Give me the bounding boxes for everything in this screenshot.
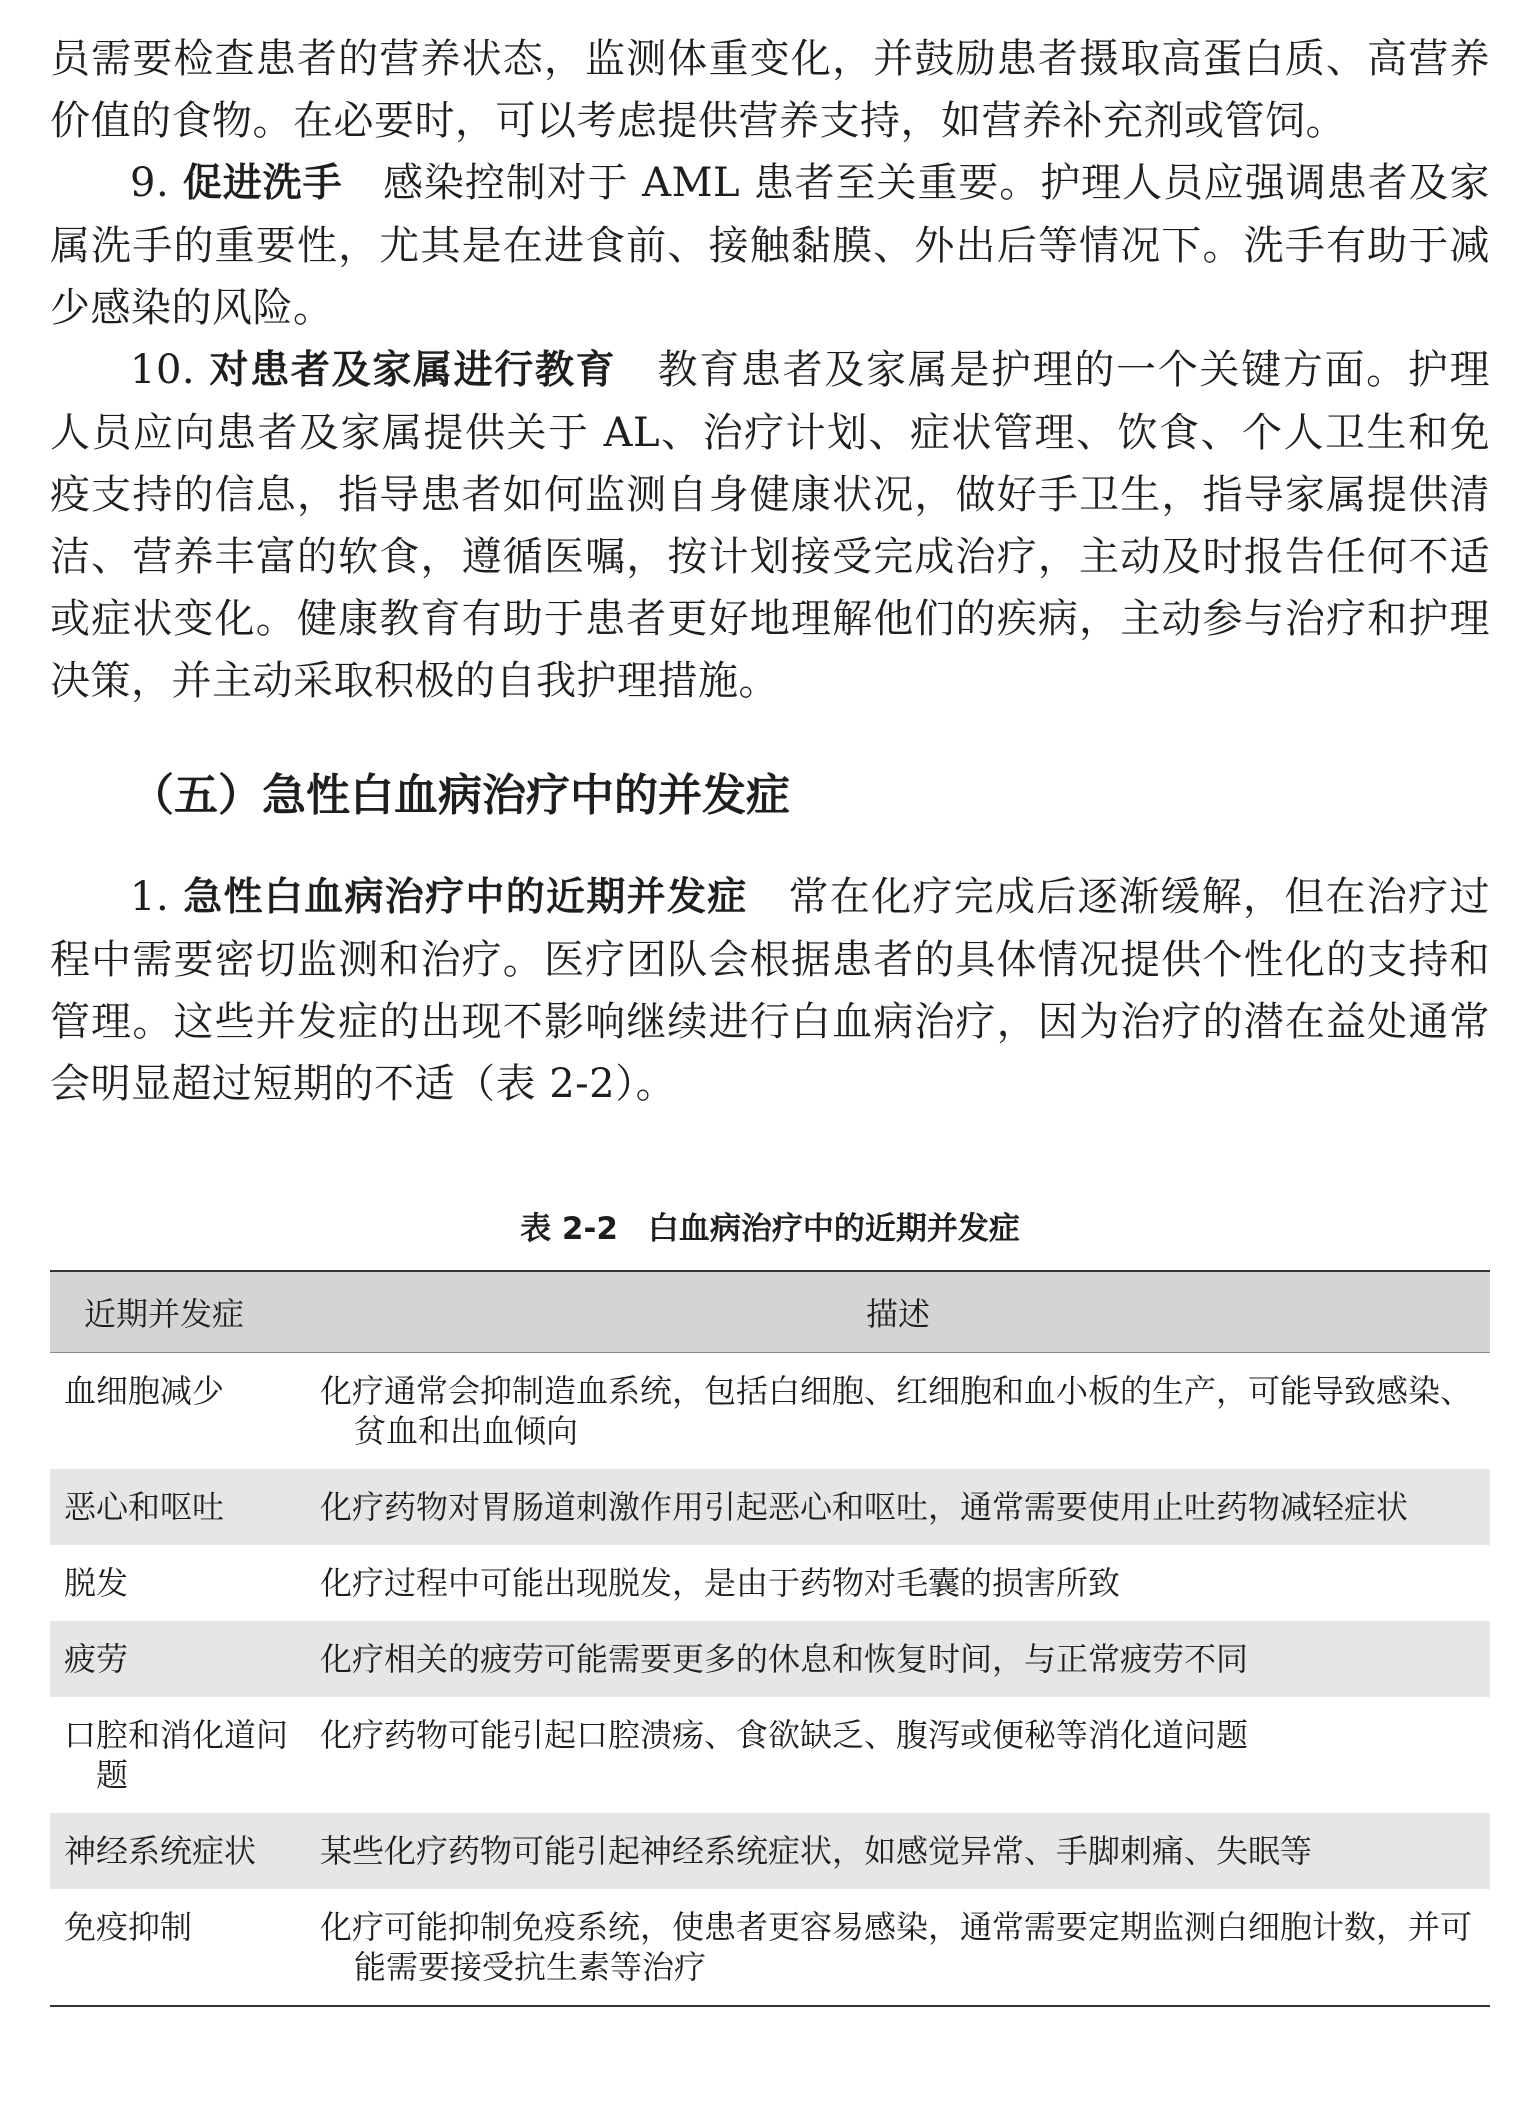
table-cell-description: 化疗药物对胃肠道刺激作用引起恶心和呕吐，通常需要使用止吐药物减轻症状 <box>306 1469 1490 1545</box>
table-cell-description: 化疗过程中可能出现脱发，是由于药物对毛囊的损害所致 <box>320 1564 1121 1602</box>
paragraph-text: 常在化疗完成后逐渐缓解，但在治疗过程中需要密切监测和治疗。医疗团队会根据患者的具体情况提供个性化的支持和管理。这些并发症的出现不影响继续进行白血病治疗，因为治疗的潜在益处通常会明显超过短期的不适（表 2-2）。 <box>50 874 1490 1107</box>
paragraph-short-term-complications <box>50 866 1490 1115</box>
table-cell-complication: 恶心和呕吐 <box>50 1469 306 1545</box>
item-number: 1. <box>130 874 170 920</box>
table-caption <box>50 1203 1490 1248</box>
column-header-description: 描述 <box>306 1271 1490 1353</box>
table-row <box>50 1889 1490 2006</box>
column-header-complication: 近期并发症 <box>50 1271 306 1353</box>
paragraph-lead-heading: 促进洗手 <box>182 161 343 206</box>
table-cell-complication: 脱发 <box>64 1564 129 1602</box>
table-cell-description: 化疗相关的疲劳可能需要更多的休息和恢复时间，与正常疲劳不同 <box>306 1621 1490 1697</box>
paragraph-lead-heading: 急性白血病治疗中的近期并发症 <box>183 875 748 920</box>
paragraph-lead-heading: 对患者及家属进行教育 <box>209 348 617 393</box>
paragraph-nutrition-continued <box>50 28 1490 152</box>
paragraph-text: 教育患者及家属是护理的一个关键方面。护理人员应向患者及家属提供关于 AL、治疗计划、症状管理、饮食、个人卫生和免疫支持的信息，指导患者如何监测自身健康状况，做好手卫生，指导家属提供清洁、营养丰富的软食，遵循医嘱，按计划接受完成治疗，主动及时报告任何不适或症状变化。健康教育有助于患者更好地理解他们的疾病，主动参与治疗和护理决策，并主动采取积极的自我护理措施。 <box>50 347 1490 704</box>
table-cell-complication: 免疫抑制 <box>64 1908 193 1946</box>
table-cell-complication: 口腔和消化道问题 <box>64 1716 289 1794</box>
section-heading: （五）急性白血病治疗中的并发症 <box>130 770 790 821</box>
table-row <box>50 1545 1490 1621</box>
document-page <box>50 28 1490 2007</box>
table-cell-description: 某些化疗药物可能引起神经系统症状，如感觉异常、手脚刺痛、失眠等 <box>306 1813 1490 1889</box>
table-row <box>50 1697 1490 1813</box>
item-number: 9. <box>130 160 170 206</box>
table-row <box>50 1813 1490 1889</box>
table-row <box>50 1621 1490 1697</box>
paragraph-handwashing <box>50 152 1490 339</box>
paragraph-text: 感染控制对于 AML 患者至关重要。护理人员应强调患者及家属洗手的重要性，尤其是在进食前、接触黏膜、外出后等情况下。洗手有助于减少感染的风险。 <box>50 160 1490 331</box>
table-header-row <box>50 1271 1490 1353</box>
table-cell-complication: 神经系统症状 <box>50 1813 306 1889</box>
table-cell-description: 化疗通常会抑制造血系统，包括白细胞、红细胞和血小板的生产，可能导致感染、贫血和出血倾向 <box>320 1372 1473 1450</box>
table-cell-description: 化疗可能抑制免疫系统，使患者更容易感染，通常需要定期监测白细胞计数，并可能需要接受抗生素等治疗 <box>320 1908 1473 1986</box>
paragraph-education <box>50 339 1490 712</box>
table-caption-number: 表 2-2 <box>520 1211 618 1247</box>
table-caption-title: 白血病治疗中的近期并发症 <box>647 1211 1020 1247</box>
table-row <box>50 1353 1490 1470</box>
table-row <box>50 1469 1490 1545</box>
paragraph-text: 员需要检查患者的营养状态，监测体重变化，并鼓励患者摄取高蛋白质、高营养价值的食物。在必要时，可以考虑提供营养支持，如营养补充剂或管饲。 <box>50 36 1490 144</box>
item-number: 10. <box>130 347 196 393</box>
table-cell-complication: 血细胞减少 <box>64 1372 225 1410</box>
table-cell-complication: 疲劳 <box>50 1621 306 1697</box>
complications-table <box>50 1270 1490 2007</box>
table-cell-description: 化疗药物可能引起口腔溃疡、食欲缺乏、腹泻或便秘等消化道问题 <box>320 1716 1249 1754</box>
